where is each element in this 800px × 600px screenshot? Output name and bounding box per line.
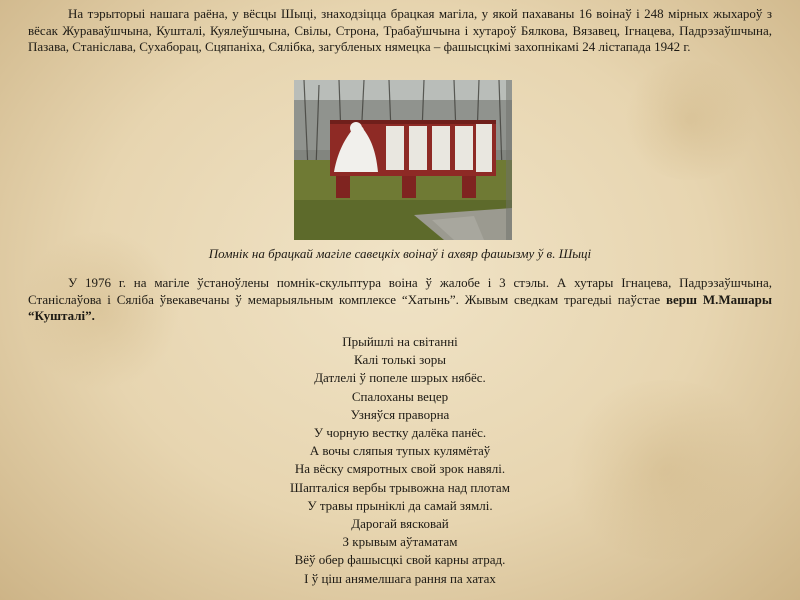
poem [0, 333, 800, 588]
poem-line: А вочы сляпыя тупых кулямётаў [309, 443, 491, 459]
poem-reference: верш М.Машары “Кушталі”. [28, 291, 773, 323]
poem-line: Спалоханы вецер [351, 388, 449, 404]
memorial-photo-illustration [294, 80, 512, 240]
poem-line: У травы прыніклі да самай зямлі. [307, 497, 493, 513]
intro-paragraph: На тэрыторыі нашага раёна, у вёсцы Шыці, знаходзіцца брацкая магіла, у якой пахаваны 16 воінаў і 248 мірных жыхароў з вёсак Жураваўшчына, Кушталі, Куялеўшчына, Свілы, Строна, Трабаўшчына і хутароў Бялкова, Вязавец, Ігнацева, Падрэзаўшчына, Пазава, Станіслава, Сухаборац, Сцяпаніха, Сялібка, загубленых нямецка – фашысцкімі захопнікамі 24 лістапада 1942 г. [28, 6, 772, 54]
poem-line: Датлелі ў попеле шэрых нябёс. [314, 370, 486, 386]
second-paragraph-text: У 1976 г. на магіле ўстаноўлены помнік-скульптура воіна ў жалобе і 3 стэлы. А хутары Ігнацева, Падрэзаўшчына, Станіслаўова і Сяліба ўвекавечаны ў мемарыяльным комплексе “Хатынь”. Жывым сведкам трагедыі паўстае [28, 275, 772, 307]
poem-line: У чорную вестку далёка панёс. [313, 425, 487, 441]
image-caption: Помнік на брацкай магіле савецкіх воінаў і ахвяр фашызму ў в. Шыці [208, 246, 592, 261]
poem-line: З крывым аўтаматам [342, 534, 458, 550]
poem-line: На вёску смяротных свой зрок навялі. [294, 461, 506, 477]
paper-stain [620, 60, 760, 180]
poem-line: Дарогай вясковай [351, 516, 449, 532]
poem-line: І ў ціш анямелшага рання па хатах [304, 570, 496, 586]
intro-block [28, 6, 772, 56]
poem-line: Шапталіся вербы трывожна над плотам [290, 479, 510, 495]
memorial-photo [294, 80, 512, 240]
second-block [28, 275, 772, 325]
poem-line: Вёў обер фашысцкі свой карны атрад. [294, 552, 506, 568]
poem-line: Прыйшлі на світанні [342, 334, 458, 349]
poem-line: Узняўся праворна [350, 406, 450, 422]
poem-line: Калі толькі зоры [354, 352, 446, 368]
second-paragraph [28, 275, 772, 325]
